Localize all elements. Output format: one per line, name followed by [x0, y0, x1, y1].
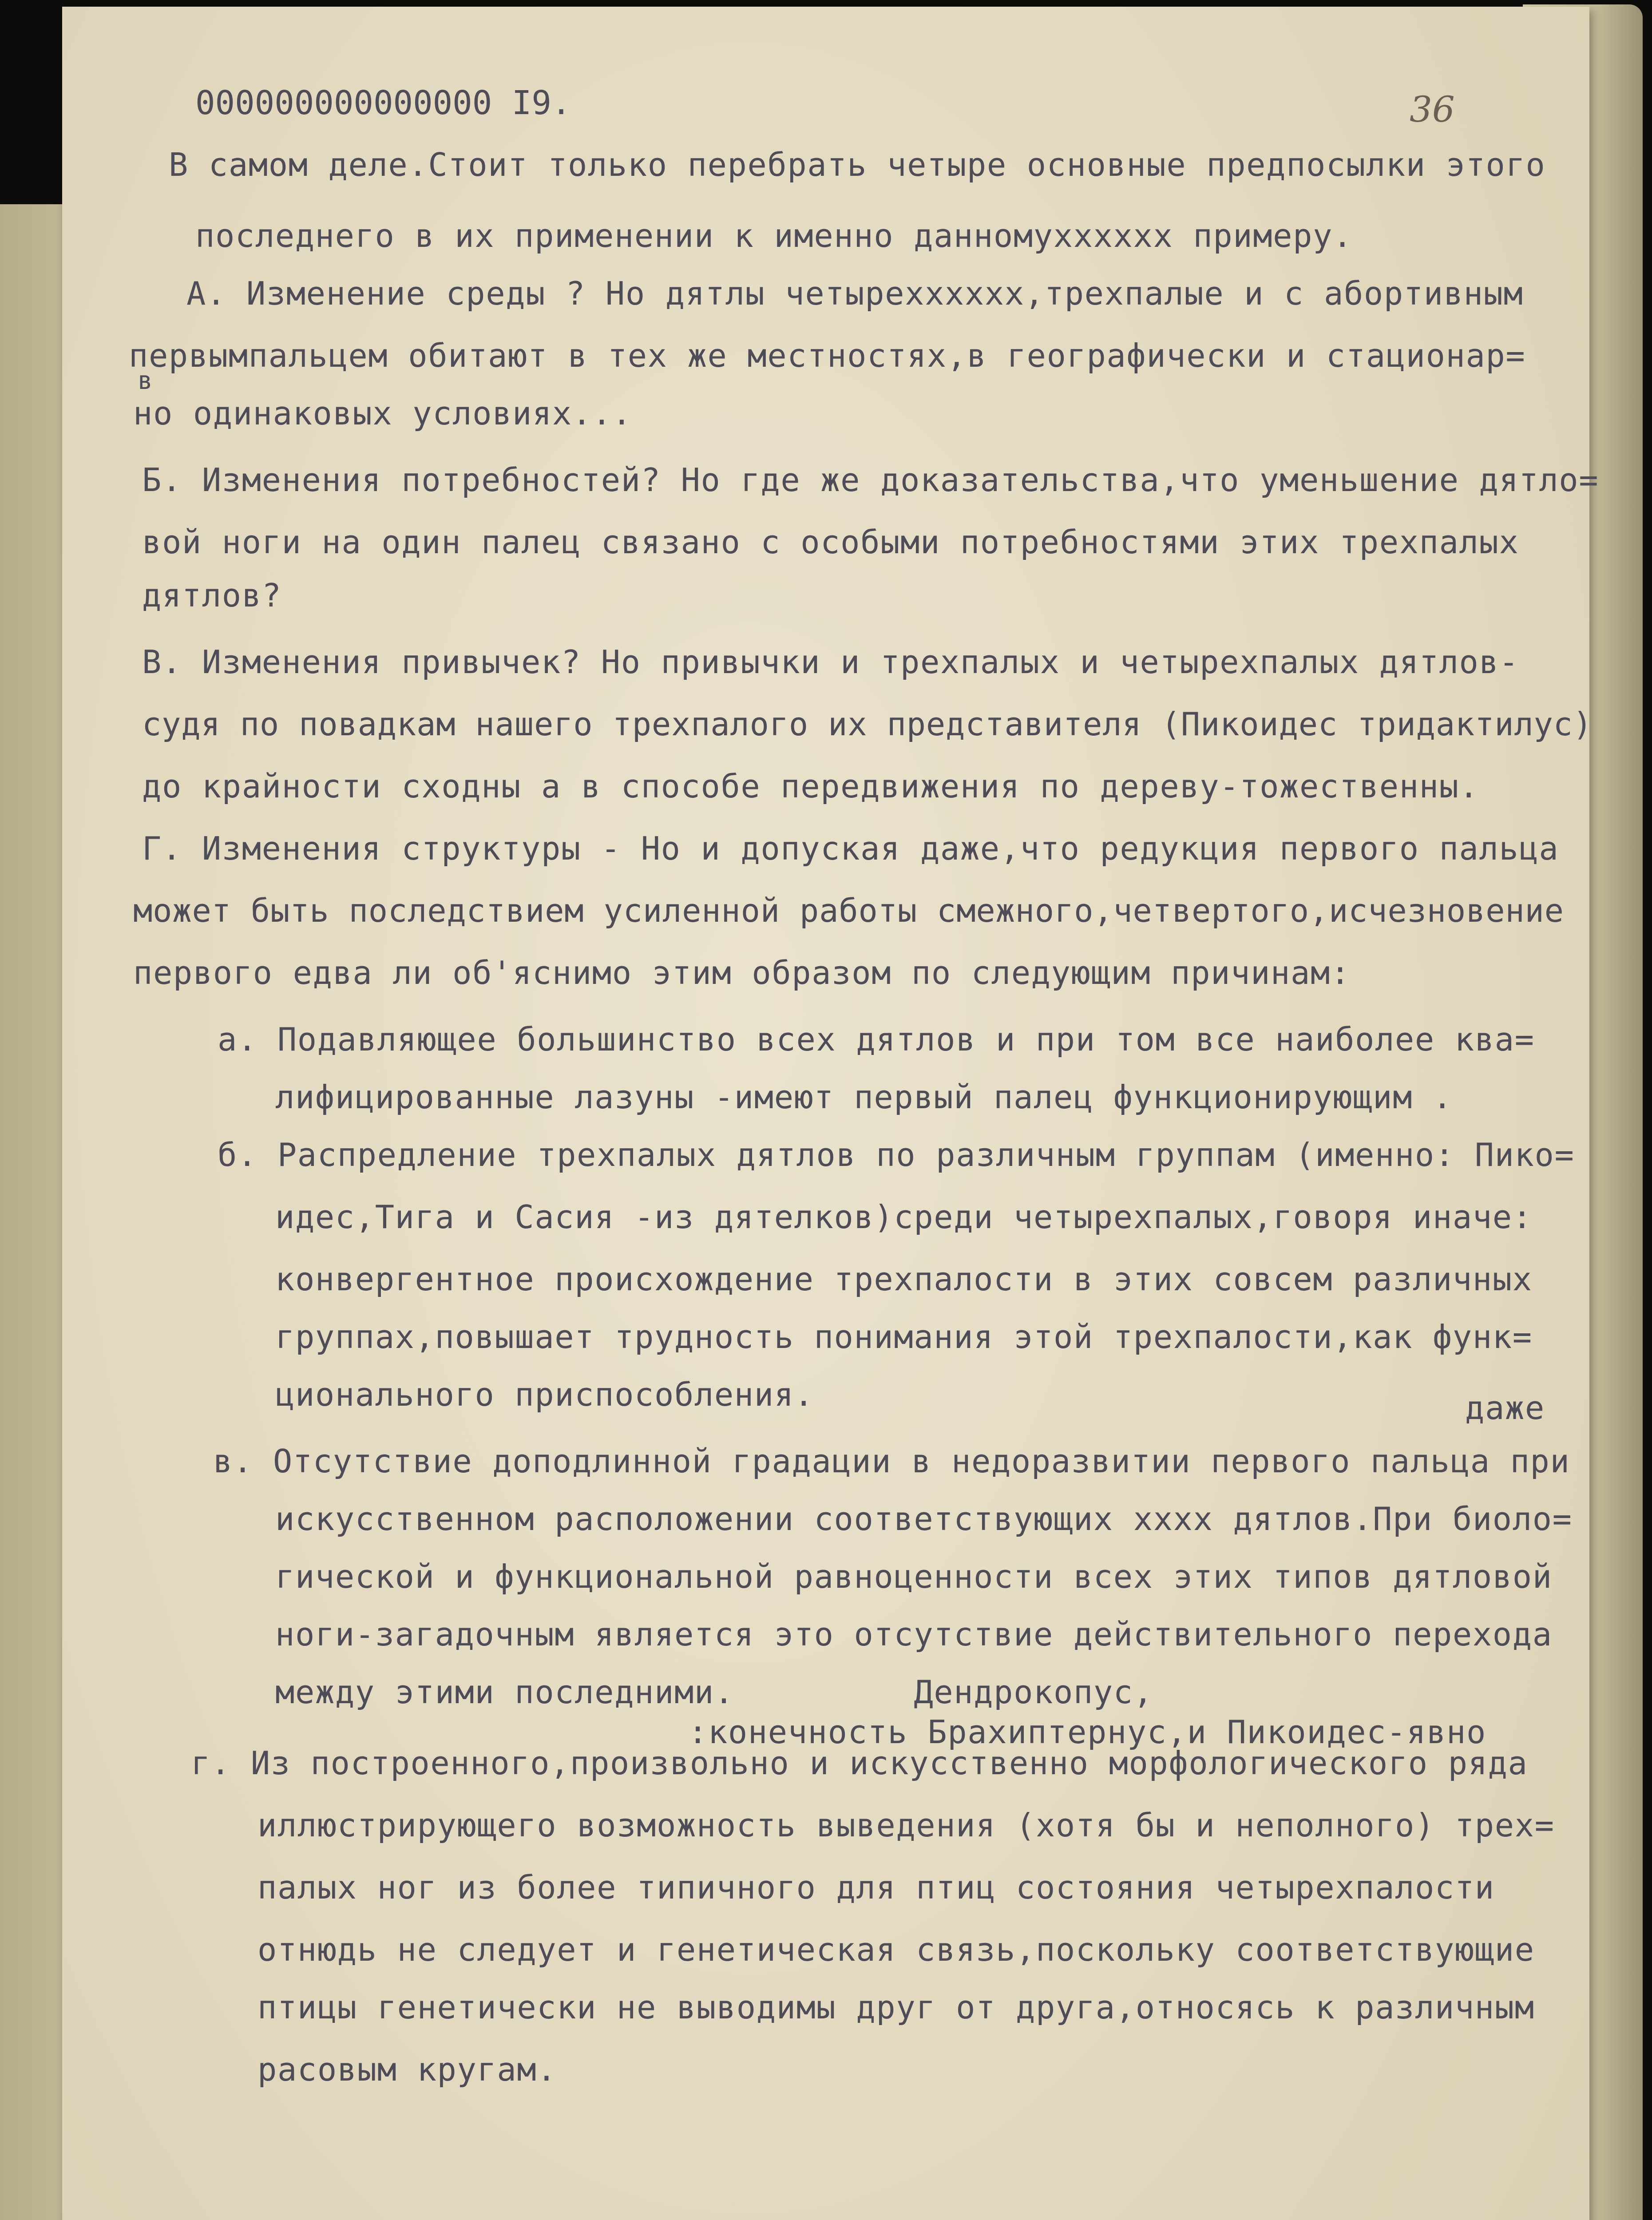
text-line: Б. Изменения потребностей? Но где же доказательства,что уменьшение дятло=: [142, 461, 1599, 499]
text-line: ционального приспособления.: [275, 1376, 814, 1413]
text-line: лифицированные лазуны -имеют первый палец функционирующим .: [275, 1078, 1453, 1116]
text-line: А. Изменение среды ? Но дятлы четырехxxxxx,трехпалые и с абортивным: [186, 275, 1524, 312]
text-line: иллюстрирующего возможность выведения (хотя бы и неполного) трех=: [258, 1807, 1555, 1844]
text-line: последнего в их применении к именно данномуxxxxxx примеру.: [195, 217, 1353, 254]
text-line: конвергентное происхождение трехпалости в этих совсем различных: [275, 1261, 1533, 1298]
text-line-insert: в: [138, 366, 153, 395]
text-line: отнюдь не следует и генетическая связь,поскольку соответствующие: [258, 1931, 1535, 1968]
text-line: искусственном расположении соответствующих xxxx дятлов.При биоло=: [275, 1500, 1573, 1538]
text-line: первого едва ли об'яснимо этим образом по следующим причинам:: [133, 954, 1351, 991]
text-line: идес,Тига и Сасия -из дятелков)среди четырехпалых,говоря иначе:: [275, 1198, 1533, 1236]
text-line: до крайности сходны а в способе передвижения по дереву-тожественны.: [142, 768, 1479, 805]
text-line: расовым кругам.: [258, 2051, 557, 2088]
text-line: но одинаковых условиях...: [133, 395, 632, 432]
text-line: б. Распредление трехпалых дятлов по различным группам (именно: Пико=: [218, 1136, 1575, 1173]
text-line: Г. Изменения структуры - Но и допуская даже,что редукция первого пальца: [142, 830, 1559, 867]
text-line: дятлов?: [142, 577, 282, 614]
text-line: ноги-загадочным является это отсутствие действительного перехода: [275, 1616, 1553, 1653]
text-line-insert: :конечность Брахиптернус,и Пикоидес-явно: [688, 1713, 1486, 1751]
text-line: вой ноги на один палец связано с особыми потребностями этих трехпалых: [142, 523, 1519, 561]
text-line: первымпальцем обитают в тех же местностях,в географически и стационар=: [129, 337, 1526, 374]
typewritten-page: [62, 7, 1599, 2220]
text-line: палых ног из более типичного для птиц состояния четырехпалости: [258, 1869, 1495, 1906]
text-line: а. Подавляющее большинство всех дятлов и при том все наиболее ква=: [218, 1021, 1535, 1058]
text-line: г. Из построенного,произвольно и искусственно морфологического ряда: [191, 1744, 1528, 1782]
text-line-insert: даже: [1465, 1389, 1545, 1427]
page-number: 36: [1410, 89, 1455, 130]
page-header: 000000000000000 I9.: [195, 84, 571, 122]
text-line: группах,повышает трудность понимания этой трехпалости,как функ=: [275, 1318, 1533, 1356]
text-line: птицы генетически не выводимы друг от друга,относясь к различным: [258, 1989, 1535, 2026]
text-line: судя по повадкам нашего трехпалого их представителя (Пикоидес тридактилус): [142, 706, 1593, 743]
text-line: В самом деле.Стоит только перебрать четыре основные предпосылки этого: [169, 146, 1546, 183]
text-line: в. Отсутствие доподлинной градации в недоразвитии первого пальца при: [213, 1443, 1570, 1480]
text-line: между этими последними. Дендрокопус,: [275, 1673, 1153, 1711]
text-line: В. Изменения привычек? Но привычки и трехпалых и четырехпалых дятлов-: [142, 643, 1519, 681]
text-line: гической и функциональной равноценности всех этих типов дятловой: [275, 1558, 1553, 1595]
text-line: может быть последствием усиленной работы смежного,четвертого,исчезновение: [133, 892, 1564, 929]
